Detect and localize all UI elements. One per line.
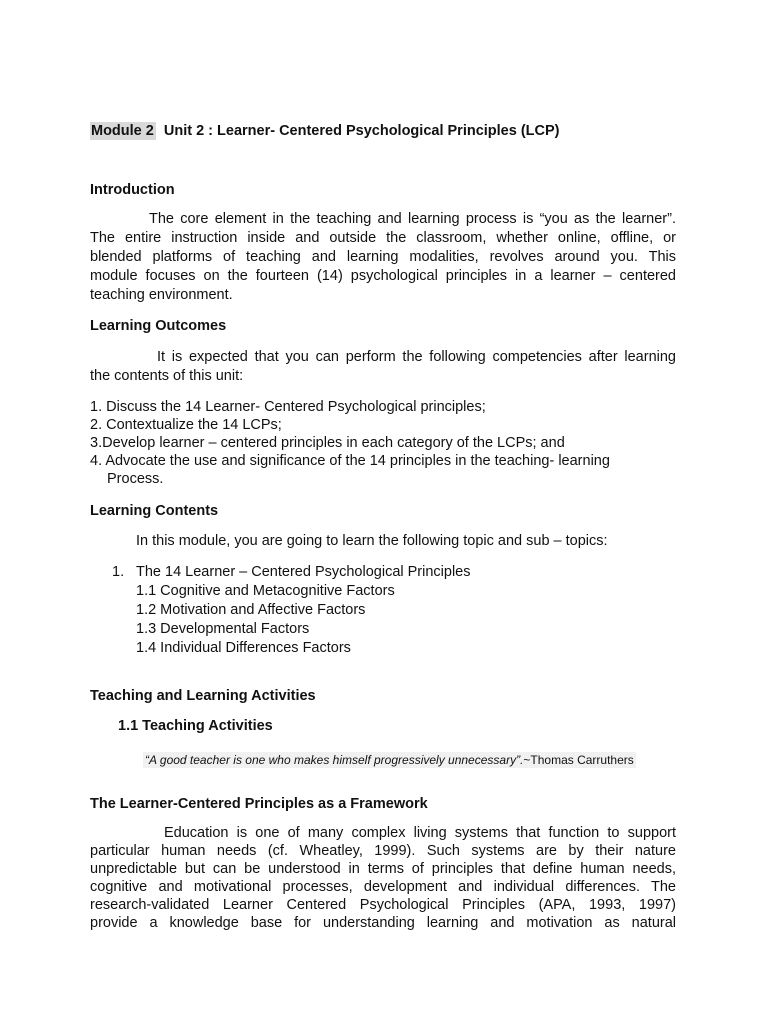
framework-line: cognitive and motivational processes, development and individual differences. The [90,879,676,895]
list-item: Process. [107,471,164,487]
list-item [112,563,471,582]
quote-block [143,752,636,768]
quote [143,752,636,768]
learning-outcomes-intro [90,348,676,386]
list-item: 1.2 Motivation and Affective Factors [136,602,366,618]
introduction-line: teaching environment. [90,287,233,303]
framework-line: unpredictable but can be understood in terms of principles that define human needs, [90,861,676,877]
introduction-heading: Introduction [90,182,175,198]
list-item: 2. Contextualize the 14 LCPs; [90,417,282,433]
introduction-line: module focuses on the fourteen (14) psychological principles in a learner – centered [90,268,676,284]
module-label: Module 2 [91,123,154,139]
learning-contents-heading: Learning Contents [90,503,219,519]
learning-outcomes-heading: Learning Outcomes [90,318,227,334]
teaching-activities-subheading: 1.1 Teaching Activities [118,718,273,734]
framework-heading: The Learner-Centered Principles as a Framework [90,796,428,812]
list-item: 1.4 Individual Differences Factors [136,640,351,656]
quote-text: “A good teacher is one who makes himself progressively unnecessary”. [145,753,524,767]
learning-contents-intro: In this module, you are going to learn the following topic and sub – topics: [136,533,608,549]
introduction-paragraph [90,210,676,305]
activities-heading: Teaching and Learning Activities [90,688,316,704]
outcomes-intro-line: the contents of this unit: [90,368,244,384]
framework-line: Education is one of many complex living systems that function to support [164,825,676,841]
framework-line: provide a knowledge base for understanding learning and motivation as natural [90,915,676,931]
list-item: 3.Develop learner – centered principles in each category of the LCPs; and [90,435,565,451]
introduction-line: The entire instruction inside and outside the classroom, whether online, offline, or [90,230,676,246]
list-item: 4. Advocate the use and significance of the 14 principles in the teaching- learning [90,453,610,469]
list-item: 1.3 Developmental Factors [136,621,310,637]
framework-paragraph [90,824,676,932]
topic-list [112,563,471,658]
introduction-line: blended platforms of teaching and learning modalities, revolves around you. This [90,249,676,265]
list-number: 1. [112,564,125,580]
quote-author: ~Thomas Carruthers [523,753,634,767]
topic-title: The 14 Learner – Centered Psychological Principles [136,564,471,580]
framework-line: particular human needs (cf. Wheatley, 1999). Such systems are by their nature [90,843,676,859]
learning-outcomes-list [90,398,690,488]
module-title [90,123,560,139]
framework-line: research-validated Learner Centered Psychological Principles (APA, 1993, 1997) [90,897,676,913]
outcomes-intro-line: It is expected that you can perform the following competencies after learning [157,349,676,365]
list-item: 1. Discuss the 14 Learner- Centered Psychological principles; [90,399,486,415]
list-item: 1.1 Cognitive and Metacognitive Factors [136,583,395,599]
introduction-line: The core element in the teaching and learning process is “you as the learner”. [149,211,676,227]
unit-title: Unit 2 : Learner- Centered Psychological Principles (LCP) [163,123,560,139]
